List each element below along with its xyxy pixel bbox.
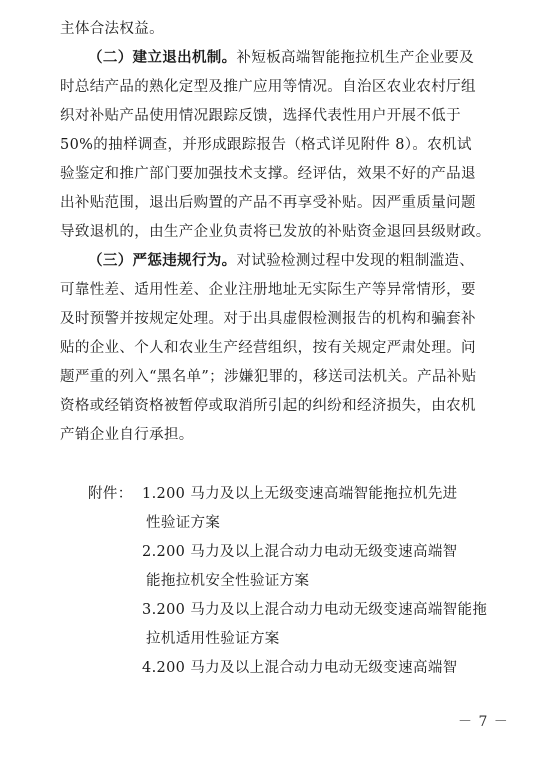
line-text: 题严重的列入“黑名单”；涉嫌犯罪的，移送司法机关。产品补贴 (60, 369, 477, 385)
line-text: 贴的企业、个人和农业生产经营组织，按有关规定严肃处理。问 (60, 340, 476, 356)
attachment-item-2-line-2: 能拖拉机安全性验证方案 (146, 573, 310, 589)
line-text: 出补贴范围，退出后购置的产品不再享受补贴。因严重质量问题 (60, 195, 476, 211)
line-text: 织对补贴产品使用情况跟踪反馈，选择代表性用户开展不低于 (60, 108, 461, 124)
line-text: 对试验检测过程中发现的粗制滥造、 (236, 253, 475, 269)
page-number: － 7 － (458, 714, 509, 730)
body-line-8 (60, 223, 491, 241)
attachments-label: 附件： (88, 486, 133, 502)
attachment-item-4-line-1: 4.200 马力及以上混合动力电动无级变速高端智 (142, 660, 458, 676)
line-text: 及时预警并按规定处理。对于出具虚假检测报告的机构和骗套补 (60, 311, 476, 327)
attachment-item-2-line-1: 2.200 马力及以上混合动力电动无级变速高端智 (142, 544, 458, 560)
attachment-item-3-line-2: 拉机适用性验证方案 (146, 631, 280, 647)
body-line-7 (60, 194, 476, 212)
line-text: 导致退机的，由生产企业负责将已发放的补贴资金退回县级财政。 (60, 224, 491, 240)
line-text: 资格或经销资格被暂停或取消所引起的纠纷和经济损失，由农机 (60, 398, 476, 414)
attachment-item-1-line-1: 1.200 马力及以上无级变速高端智能拖拉机先进 (142, 486, 458, 502)
body-line-9 (88, 252, 474, 270)
body-line-5 (60, 136, 472, 154)
line-text: 补短板高端智能拖拉机生产企业要及 (236, 50, 475, 66)
body-line-3 (60, 78, 476, 96)
body-line-11 (60, 310, 476, 328)
body-line-10 (60, 281, 476, 299)
body-line-13 (60, 368, 476, 386)
body-line-2 (88, 49, 474, 67)
body-line-4 (60, 107, 461, 125)
body-line-6 (60, 165, 476, 183)
line-text: 可靠性差、适用性差、企业注册地址无实际生产等异常情形，要 (60, 282, 476, 298)
line-text: 50%的抽样调查，并形成跟踪报告（格式详见附件 8）。农机试 (60, 137, 472, 153)
body-line-1 (60, 20, 164, 38)
line-text: 产销企业自行承担。 (60, 427, 194, 443)
line-text: 时总结产品的熟化定型及推广应用等情况。自治区农业农村厅组 (60, 79, 476, 95)
section-heading-penalties: （三）严惩违规行为。 (88, 252, 237, 269)
section-heading-exit-mechanism: （二）建立退出机制。 (88, 49, 237, 66)
line-text: 主体合法权益。 (60, 21, 164, 37)
attachment-item-1-line-2: 性验证方案 (146, 515, 221, 531)
body-line-12 (60, 339, 476, 357)
body-line-15 (60, 426, 194, 444)
attachment-item-3-line-1: 3.200 马力及以上混合动力电动无级变速高端智能拖 (142, 602, 488, 618)
line-text: 验鉴定和推广部门要加强技术支撑。经评估，效果不好的产品退 (60, 166, 476, 182)
body-line-14 (60, 397, 476, 415)
